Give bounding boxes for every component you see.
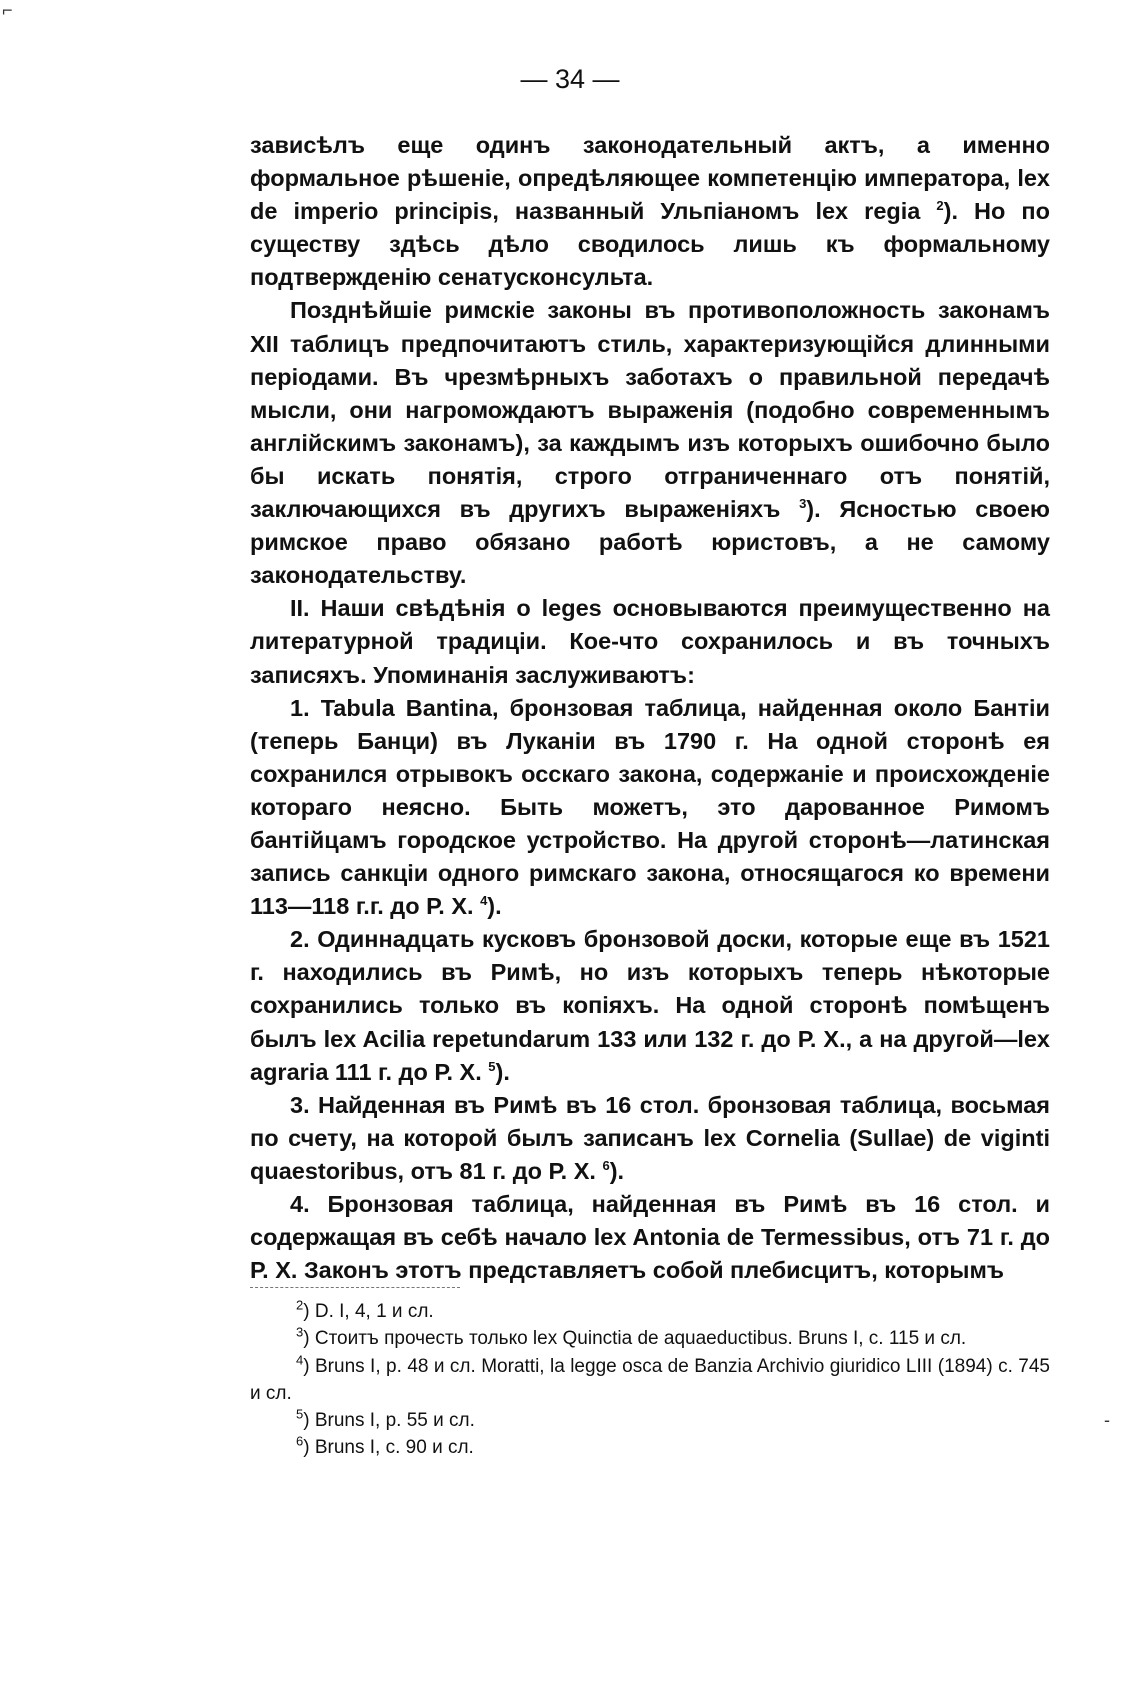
paragraph: [250, 294, 1050, 592]
text-run: 1. Tabula Bantina, бронзовая таблица, найденная около Бантіи (теперь Банци) въ Луканіи въ 1790 г. На одной сторонѣ ея сохранился отрывокъ осскаго закона, содержаніе и происхожденіе котораго неясно. Быть можетъ, это дарованное Римомъ бантійцамъ городское устройство. На другой сторонѣ—латинская запись санкціи одного римскаго закона, относящагося ко времени 113—118 г.г. до Р. Х.: [250, 694, 1050, 920]
footnote-text: Bruns I, p. 55 и сл.: [314, 1410, 475, 1432]
footnote-separator: [250, 1287, 460, 1288]
footnote-text: Bruns I, p. 48 и сл. Moratti, la legge osca de Banzia Archivio giuridico LIII (1894) с. 745 и сл.: [250, 1355, 1051, 1404]
footnote-mark: 6: [296, 1434, 304, 1450]
footnote-mark: 3: [296, 1324, 304, 1340]
footnote-ref: 2: [936, 198, 944, 214]
footnote-ref: 6: [602, 1158, 610, 1174]
footnote-paren: ): [303, 1328, 315, 1350]
footnotes: [250, 1298, 1050, 1462]
text-run: ).: [487, 893, 502, 920]
text-run: ).: [609, 1157, 625, 1184]
footnote-text: Стоитъ прочесть только lex Quinctia de aquaeductibus. Bruns I, с. 115 и сл.: [314, 1328, 967, 1350]
text-run: ). Но по существу здѣсь дѣло сводилось лишь къ формальному подтвержденію сенатусконсульта.: [250, 198, 1050, 291]
footnote-paren: ): [303, 1410, 315, 1432]
margin-mark: -: [1104, 1410, 1110, 1430]
paragraph: [250, 1089, 1050, 1188]
footnote-mark: 5: [296, 1406, 304, 1422]
paragraph: [250, 1188, 1050, 1287]
text-run: Позднѣйшіе римскіе законы въ противоположность законамъ XII таблицъ предпочитаютъ стиль, характеризующійся длинными періодами. Въ чрезмѣрныхъ заботахъ о правильной передачѣ мысли, они нагромождаютъ выраженія (подобно современнымъ англійскимъ законамъ), за каждымъ изъ которыхъ ошибочно было бы искать понятія, строго отграниченнаго отъ понятій, заключающихся въ другихъ выраженіяхъ: [250, 297, 1050, 523]
text-run: 4. Бронзовая таблица, найденная въ Римѣ въ 16 стол. и содержащая въ себѣ начало lex Antonia de Termessibus, отъ 71 г. до Р. Х. Законъ этотъ представляетъ собой плебисцитъ, которымъ: [250, 1191, 1050, 1284]
footnote: [250, 1407, 1050, 1434]
footnote-paren: ): [303, 1301, 315, 1322]
footnote: [250, 1325, 1050, 1352]
footnote: [250, 1434, 1050, 1461]
text-run: ).: [495, 1058, 510, 1085]
page-number: — 34 —: [520, 64, 620, 94]
footnote-text: D. I, 4, 1 и сл.: [314, 1301, 434, 1322]
paragraph: [250, 129, 1050, 294]
text-run: II. Наши свѣдѣнія о leges основываются преимущественно на литературной традиціи. Кое-что сохранилось и въ точныхъ записяхъ. Упоминанія заслуживаютъ:: [250, 595, 1050, 688]
footnote-text: Bruns I, с. 90 и сл.: [314, 1437, 474, 1459]
paragraph: [250, 592, 1050, 691]
footnote-mark: 4: [296, 1352, 304, 1368]
margin-mark: ⌐: [2, 0, 13, 20]
footnote-ref: 5: [488, 1058, 496, 1074]
footnote: [250, 1298, 1050, 1325]
footnote-mark: 2: [296, 1297, 304, 1313]
footnote-ref: 3: [799, 496, 807, 512]
footnote-ref: 4: [480, 893, 488, 909]
text-run: зависѣлъ еще одинъ законодательный актъ, а именно формальное рѣшеніе, опредѣляющее компетенцію императора, lex de imperio principis, названный Ульпіаномъ lex regia: [250, 132, 1050, 225]
footnote: [250, 1353, 1050, 1408]
paragraph: [250, 692, 1050, 924]
text-run: 3. Найденная въ Римѣ въ 16 стол. бронзовая таблица, восьмая по счету, на которой былъ записанъ lex Cornelia (Sullae) de viginti quaestoribus, отъ 81 г. до Р. Х.: [250, 1091, 1050, 1184]
footnote-paren: ): [303, 1437, 315, 1459]
text-run: ). Ясностью своею римское право обязано работѣ юристовъ, а не самому законодательству.: [250, 496, 1050, 589]
body-text: [250, 129, 1050, 1287]
paragraph: [250, 923, 1050, 1088]
text-run: 2. Одиннадцать кусковъ бронзовой доски, которые еще въ 1521 г. находились въ Римѣ, но изъ которыхъ теперь нѣкоторые сохранились только въ копіяхъ. На одной сторонѣ помѣщенъ былъ lex Acilia repetundarum 133 или 132 г. до Р. Х., а на другой—lex agraria 111 г. до Р. Х.: [250, 926, 1050, 1085]
footnote-paren: ): [303, 1355, 315, 1377]
